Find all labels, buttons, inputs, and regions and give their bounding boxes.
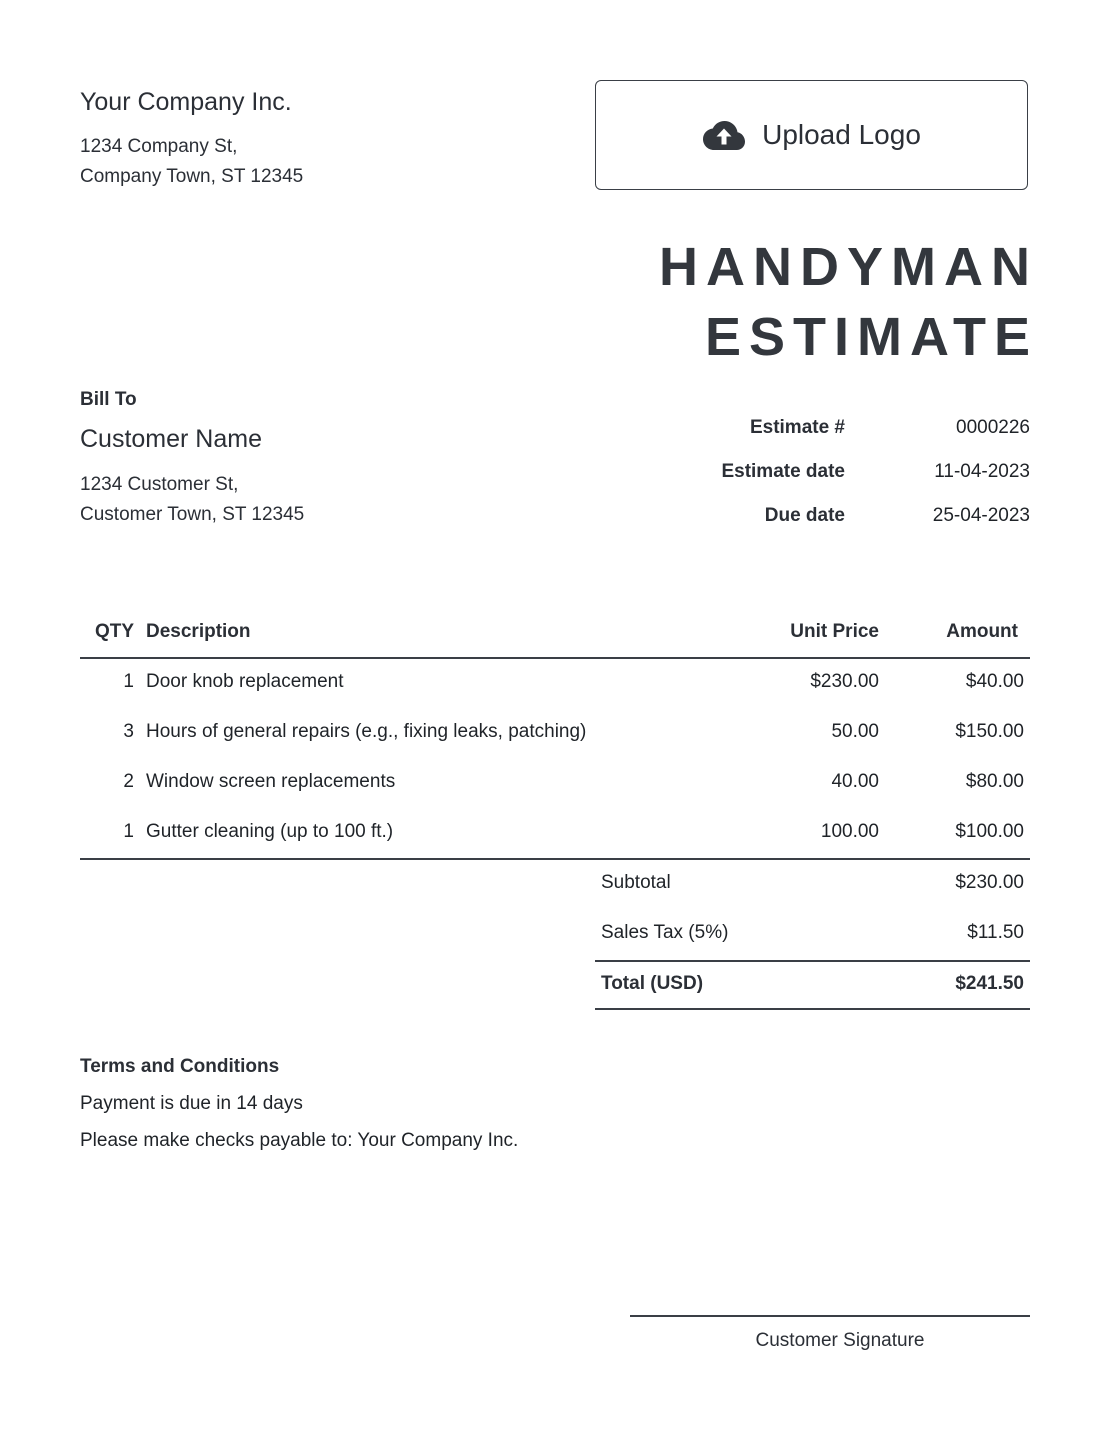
header-qty: QTY [94,621,134,642]
header-unit-price: Unit Price [790,621,879,642]
row-qty: 3 [123,721,134,742]
subtotal-label: Subtotal [601,872,671,893]
company-address-line2: Company Town, ST 12345 [80,166,304,187]
upload-logo-label: Upload Logo [762,119,921,150]
items-table-header [80,617,1030,659]
title-line2: ESTIMATE [705,307,1038,367]
estimate-number-value: 0000226 [956,417,1030,438]
row-unit-price: 100.00 [820,821,879,842]
row-amount: $100.00 [955,821,1024,842]
customer-address [80,470,304,530]
customer-address-line1: 1234 Customer St, [80,474,239,495]
signature-line [630,1315,1030,1317]
table-row [80,658,1030,708]
table-row [80,708,1030,758]
row-unit-price: $230.00 [810,671,879,692]
due-date-label: Due date [764,505,845,526]
subtotal-row [595,860,1030,910]
total-label: Total (USD) [601,973,704,994]
row-qty: 1 [123,671,134,692]
due-date-row [630,501,1030,531]
signature-label: Customer Signature [755,1330,925,1351]
sales-tax-value: $11.50 [967,922,1024,943]
estimate-number-label: Estimate # [749,417,845,438]
total-row [595,960,1030,1010]
row-amount: $40.00 [965,671,1024,692]
company-address [80,132,303,192]
estimate-date-value: 11-04-2023 [934,461,1030,482]
row-unit-price: 40.00 [831,771,879,792]
subtotal-value: $230.00 [955,872,1024,893]
terms-checks-payable: Please make checks payable to: Your Company Inc. [80,1130,519,1151]
upload-logo-button[interactable] [595,80,1028,190]
row-description: Door knob replacement [146,671,344,692]
row-unit-price: 50.00 [831,721,879,742]
cloud-upload-icon [702,119,746,151]
customer-name: Customer Name [80,425,262,453]
row-amount: $80.00 [965,771,1024,792]
company-name: Your Company Inc. [80,88,292,116]
terms-title: Terms and Conditions [80,1056,280,1077]
table-row [80,808,1030,858]
row-qty: 2 [123,771,134,792]
page-title [659,232,1038,372]
total-value: $241.50 [955,973,1024,994]
estimate-date-label: Estimate date [721,461,845,482]
customer-address-line2: Customer Town, ST 12345 [80,504,305,525]
sales-tax-label: Sales Tax (5%) [601,922,729,943]
terms-payment-due: Payment is due in 14 days [80,1093,303,1114]
sales-tax-row [595,910,1030,960]
title-line1: HANDYMAN [659,237,1038,297]
totals-section [595,860,1030,1010]
row-description: Gutter cleaning (up to 100 ft.) [146,821,394,842]
row-description: Hours of general repairs (e.g., fixing leaks, patching) [146,721,587,742]
bill-to-label: Bill To [80,389,137,410]
estimate-date-row [630,457,1030,487]
header-amount: Amount [946,621,1018,642]
company-address-line1: 1234 Company St, [80,136,238,157]
estimate-number-row [630,413,1030,443]
row-qty: 1 [123,821,134,842]
row-amount: $150.00 [955,721,1024,742]
due-date-value: 25-04-2023 [932,505,1030,526]
row-description: Window screen replacements [146,771,396,792]
items-table-body [80,658,1030,860]
header-description: Description [146,621,251,642]
table-row [80,758,1030,808]
